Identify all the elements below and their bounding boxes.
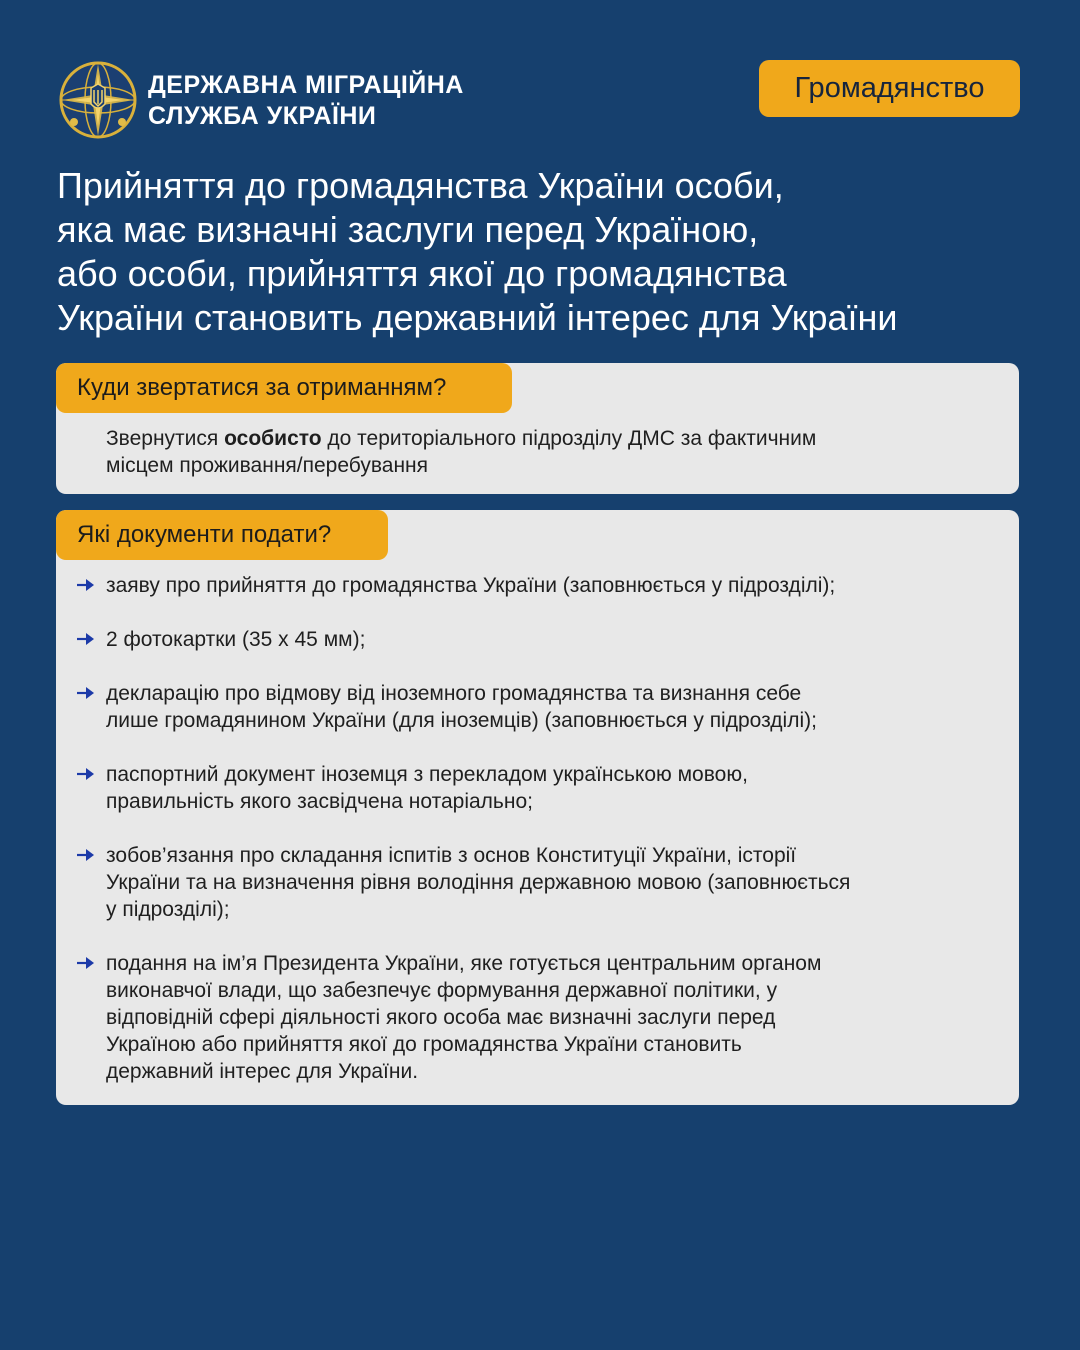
org-name-line1: ДЕРЖАВНА МІГРАЦІЙНА xyxy=(148,71,464,99)
document-item-line: подання на ім’я Президента України, яке готується центральним органом xyxy=(106,952,822,975)
title-line: України становить державний інтерес для України xyxy=(57,297,898,338)
arrow-right-icon xyxy=(76,954,96,972)
document-item-line: у підрозділі); xyxy=(106,898,230,921)
where-text-after: до територіального підрозділу ДМС за фактичним xyxy=(321,427,817,450)
document-item-line: відповідній сфері діяльності якого особа має визначні заслуги перед xyxy=(106,1006,776,1029)
document-item xyxy=(76,626,996,653)
where-text-line2: місцем проживання/перебування xyxy=(106,454,429,477)
arrow-right-icon xyxy=(76,846,96,864)
document-item-line: заяву про прийняття до громадянства України (заповнюється у підрозділі); xyxy=(106,574,836,597)
organization-name xyxy=(148,70,464,132)
document-item-text xyxy=(106,842,996,923)
title-line: яка має визначні заслуги перед Україною, xyxy=(57,209,759,250)
document-item-line: лише громадянином України (для іноземців) (заповнюється у підрозділі); xyxy=(106,709,817,732)
document-item-line: 2 фотокартки (35 х 45 мм); xyxy=(106,628,366,651)
arrow-right-icon xyxy=(76,630,96,648)
dms-emblem-logo xyxy=(58,60,138,140)
document-item-text xyxy=(106,680,996,734)
where-to-apply-label: Куди звертатися за отриманням? xyxy=(56,363,512,413)
title-line: Прийняття до громадянства України особи, xyxy=(57,165,784,206)
page-title xyxy=(57,164,1047,340)
document-item-line: виконавчої влади, що забезпечує формування державної політики, у xyxy=(106,979,778,1002)
arrow-right-icon xyxy=(76,765,96,783)
document-item-line: зобов’язання про складання іспитів з основ Конституції України, історії xyxy=(106,844,797,867)
where-to-apply-card xyxy=(56,363,1019,494)
arrow-right-icon xyxy=(76,576,96,594)
title-line: або особи, прийняття якої до громадянства xyxy=(57,253,787,294)
document-item xyxy=(76,842,996,923)
where-text-emphasis: особисто xyxy=(224,427,322,450)
document-item-text xyxy=(106,950,996,1085)
document-item-text xyxy=(106,761,996,815)
document-item-line: України та на визначення рівня володіння державною мовою (заповнюється xyxy=(106,871,851,894)
document-item-line: правильність якого засвідчена нотаріально; xyxy=(106,790,533,813)
document-item xyxy=(76,572,996,599)
document-item xyxy=(76,950,996,1085)
where-text-before: Звернутися xyxy=(106,427,225,450)
document-item xyxy=(76,680,996,734)
documents-card xyxy=(56,510,1019,1105)
document-item-line: державний інтерес для України. xyxy=(106,1060,419,1083)
document-item-line: декларацію про відмову від іноземного громадянства та визнання себе xyxy=(106,682,802,705)
where-to-apply-text xyxy=(106,425,986,479)
document-item-text xyxy=(106,572,996,599)
documents-label: Які документи подати? xyxy=(56,510,388,560)
document-item-line: паспортний документ іноземця з перекладом українською мовою, xyxy=(106,763,748,786)
document-item-text xyxy=(106,626,996,653)
category-badge: Громадянство xyxy=(759,60,1020,117)
document-item-line: Україною або прийняття якої до громадянства України становить xyxy=(106,1033,742,1056)
arrow-right-icon xyxy=(76,684,96,702)
document-item xyxy=(76,761,996,815)
org-name-line2: СЛУЖБА УКРАЇНИ xyxy=(148,102,377,130)
